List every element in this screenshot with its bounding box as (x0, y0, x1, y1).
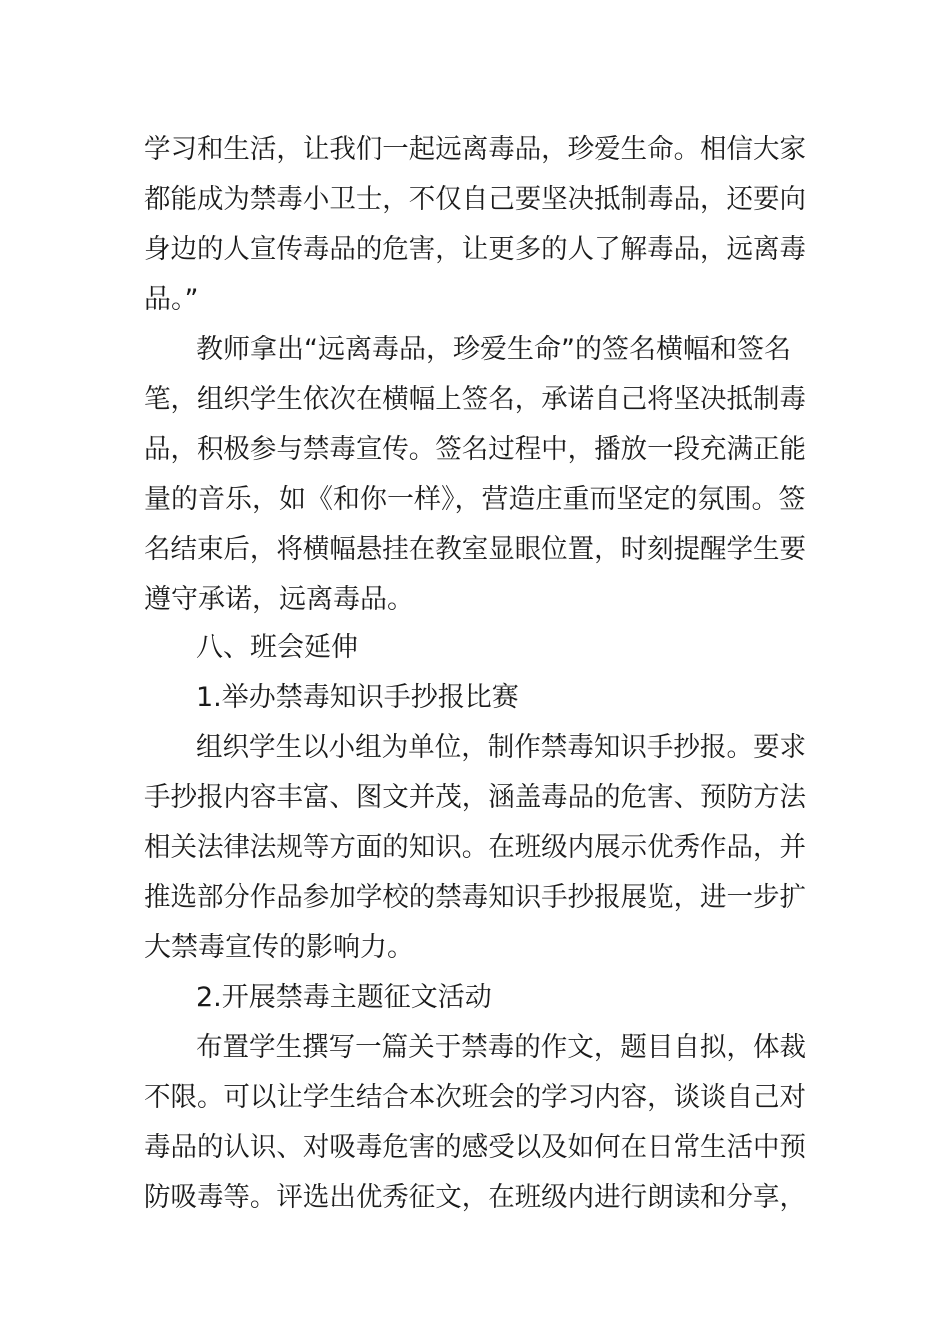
body-line: 推选部分作品参加学校的禁毒知识手抄报展览，进一步扩 (144, 882, 806, 913)
paragraph-first-line: 组织学生以小组为单位，制作禁毒知识手抄报。要求 (196, 732, 807, 763)
subsection-heading: 2.开展禁毒主题征文活动 (196, 982, 492, 1013)
body-line: 手抄报内容丰富、图文并茂，涵盖毒品的危害、预防方法 (144, 782, 806, 813)
body-line: 大禁毒宣传的影响力。 (144, 932, 414, 963)
body-line: 品，积极参与禁毒宣传。签名过程中，播放一段充满正能 (144, 434, 806, 465)
body-line: 身边的人宣传毒品的危害，让更多的人了解毒品，远离毒 (144, 234, 806, 265)
subsection-heading: 1.举办禁毒知识手抄报比赛 (196, 682, 519, 713)
body-line: 笔，组织学生依次在横幅上签名，承诺自己将坚决抵制毒 (144, 384, 806, 415)
paragraph-first-line: 布置学生撰写一篇关于禁毒的作文，题目自拟，体裁 (196, 1032, 807, 1063)
body-line: 名结束后，将横幅悬挂在教室显眼位置，时刻提醒学生要 (144, 534, 806, 565)
paragraph-first-line: 教师拿出“远离毒品，珍爱生命”的签名横幅和签名 (196, 334, 791, 365)
body-line: 量的音乐，如《和你一样》，营造庄重而坚定的氛围。签 (144, 484, 806, 515)
body-line: 都能成为禁毒小卫士，不仅自己要坚决抵制毒品，还要向 (144, 184, 806, 215)
body-line: 毒品的认识、对吸毒危害的感受以及如何在日常生活中预 (144, 1132, 806, 1163)
section-heading: 八、班会延伸 (196, 632, 358, 663)
body-line: 不限。可以让学生结合本次班会的学习内容，谈谈自己对 (144, 1082, 806, 1113)
body-line: 防吸毒等。评选出优秀征文，在班级内进行朗读和分享， (144, 1182, 806, 1213)
body-line: 遵守承诺，远离毒品。 (144, 584, 414, 615)
body-line: 相关法律法规等方面的知识。在班级内展示优秀作品，并 (144, 832, 806, 863)
body-line: 学习和生活，让我们一起远离毒品，珍爱生命。相信大家 (144, 134, 806, 165)
body-line: 品。” (144, 284, 199, 315)
